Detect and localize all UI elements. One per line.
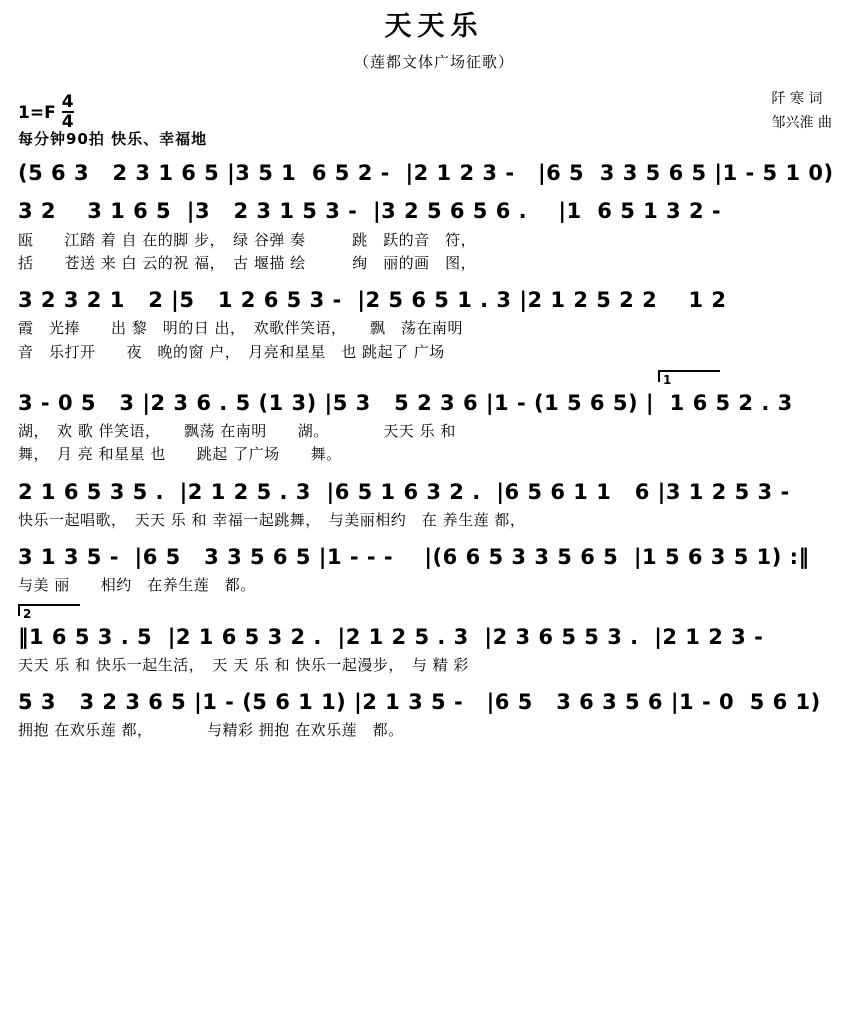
tempo-marking: 每分钟90拍 快乐、幸福地 [18,130,208,148]
first-ending-bracket: 1 [658,370,720,382]
music-system [18,689,850,743]
page-title: 天天乐 [384,11,484,42]
music-system [18,372,850,467]
notation-line: 2 1 6 5 3 5 . |2 1 2 5 . 3 |6 5 1 6 3 2 . |6 5 6 1 1 6 |3 1 2 5 3 - [18,479,790,504]
notation-line: 3 - 0 5 3 |2 3 6 . 5 (1 3) |5 3 5 2 3 6 |1 - (1 5 6 5) | 1 6 5 2 . 3 [18,390,793,415]
sheet-music-page [0,4,868,1028]
key-signature [18,94,74,131]
lyric-line: 天天 乐 和 快乐一起生活， 天 天 乐 和 快乐一起漫步， 与 精 彩 [18,655,469,674]
notation-line: (5 6 3 2 3 1 6 5 |3 5 1 6 5 2 - |2 1 2 3 - |6 5 3 3 5 6 5 |1 - 5 1 0) [18,161,834,185]
page-subtitle: （莲都文体广场征歌） [353,53,514,71]
notation-line: 3 2 3 1 6 5 |3 2 3 1 5 3 - |3 2 5 6 5 6 . |1 6 5 1 3 2 - [18,199,722,224]
lyric-line: 括 苍送 来 白 云的祝 福， 古 堰描 绘 绚 丽的画 图， [18,253,477,272]
music-system [18,287,850,364]
lyric-line: 舞， 月 亮 和星星 也 跳起 了广场 舞。 [18,445,342,464]
lyric-line: 音 乐打开 夜 晚的窗 户， 月亮和星星 也 跳起了 广场 [18,342,445,361]
lyricist-credit: 阡 寒 词 [771,91,823,107]
music-system [18,160,850,186]
score-metadata [18,74,850,148]
time-signature-denominator: 4 [61,112,74,132]
time-signature-numerator: 4 [61,92,74,112]
music-system [18,544,850,598]
lyric-line: 瓯 江踏 着 自 在的脚 步， 绿 谷弹 奏 跳 跃的音 符， [18,230,477,249]
key-label: 1=F [18,102,56,123]
notation-line: ‖1 6 5 3 . 5 |2 1 6 5 3 2 . |2 1 2 5 . 3 |2 3 6 5 5 3 . |2 1 2 3 - [18,624,764,649]
music-system [18,606,850,678]
credits [772,88,832,136]
music-system [18,479,850,533]
lyric-line: 霞 光捧 出 黎 明的日 出， 欢歌伴笑语， 飘 荡在南明 [18,319,464,338]
music-system [18,198,850,275]
lyric-line: 与美 丽 相约 在养生莲 都。 [18,576,256,595]
composer-credit: 邹兴淮 曲 [771,114,832,131]
time-signature [62,94,74,131]
lyric-line: 湖， 欢 歌 伴笑语， 飘荡 在南明 湖。 天天 乐 和 [18,422,456,440]
notation-line: 5 3 3 2 3 6 5 |1 - (5 6 1 1) |2 1 3 5 - |6 5 3 6 3 5 6 |1 - 0 5 6 1) [18,690,821,714]
lyric-line: 拥抱 在欢乐莲 都， 与精彩 拥抱 在欢乐莲 都。 [18,721,404,740]
lyric-line: 快乐一起唱歌， 天天 乐 和 幸福一起跳舞， 与美丽相约 在 养生莲 都， [18,510,526,529]
notation-line: 3 2 3 2 1 2 |5 1 2 6 5 3 - |2 5 6 5 1 . 3 |2 1 2 5 2 2 1 2 [18,288,727,312]
second-ending-bracket: 2 [18,604,80,616]
notation-line: 3 1 3 5 - |6 5 3 3 5 6 5 |1 - - - |(6 6 5 3 3 5 6 5 |1 5 6 3 5 1) :‖ [18,545,810,569]
